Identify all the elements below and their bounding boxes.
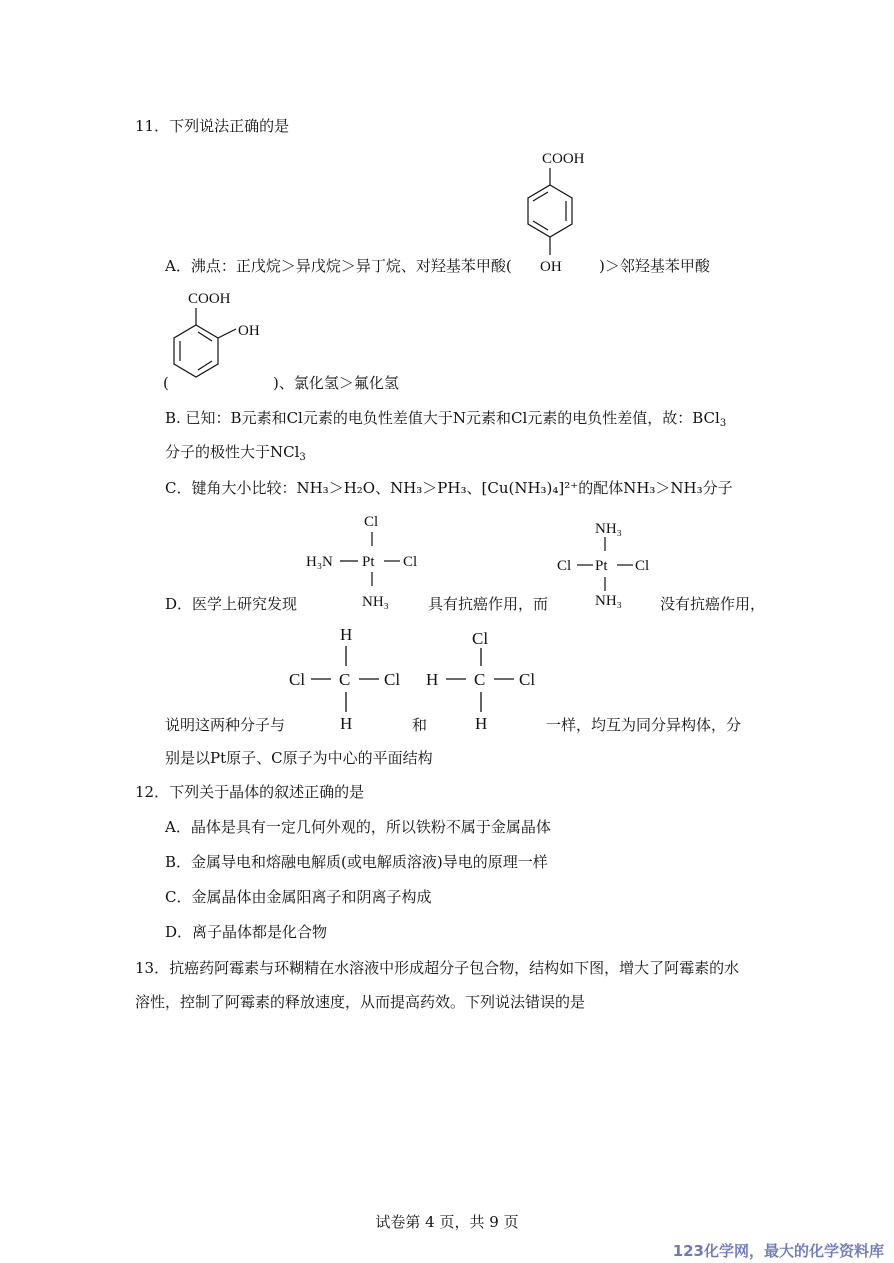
q11-option-b-sub2: 3 xyxy=(299,452,306,463)
q11-option-c: C．键角大小比较：NH₃＞H₂O、NH₃＞PH₃、[Cu(NH₃)₄]²⁺的配体NH₃＞NH₃分子 xyxy=(165,479,733,497)
ortho-oh-label: OH xyxy=(238,323,260,339)
ch2cl2-1-left-label: Cl xyxy=(289,670,306,689)
page-footer: 试卷第 4 页，共 9 页 xyxy=(375,1213,519,1231)
cis-pt-top-label: Cl xyxy=(364,514,379,530)
q11-option-d-end: 没有抗癌作用， xyxy=(660,595,766,613)
ortho-hydroxybenzoic-acid-structure xyxy=(160,285,280,390)
q11-option-d-line2-prefix: 说明这两种分子与 xyxy=(165,716,286,734)
q11-option-b-text1: B. 已知：B元素和Cl元素的电负性差值大于N元素和Cl元素的电负性差值，故：BCl xyxy=(165,409,720,427)
cis-pt-center-label: Pt xyxy=(362,554,375,570)
para-cooh-label: COOH xyxy=(542,151,585,167)
trans-pt-bottom-label: NH₃ xyxy=(595,593,622,609)
q11-option-b-sub1: 3 xyxy=(719,418,727,429)
ch2cl2-2-right-label: Cl xyxy=(519,670,536,689)
q11-option-a-mid: )＞邻羟基苯甲酸 xyxy=(599,257,710,275)
ch2cl2-1-right-label: Cl xyxy=(384,670,401,689)
q11-option-a-end: )、氯化氢＞氟化氢 xyxy=(273,374,399,392)
ch2cl2-1-bottom-label: H xyxy=(340,714,353,733)
cis-pt-left-label: H₃N xyxy=(306,554,333,570)
q11-option-b-line1 xyxy=(165,408,726,428)
q13-line2: 溶性，控制了阿霉素的释放速度，从而提高药效。下列说法错误的是 xyxy=(135,993,586,1011)
para-oh-label: OH xyxy=(540,259,562,275)
ch2cl2-2-left-label: H xyxy=(426,670,439,689)
q12-option-d: D．离子晶体都是化合物 xyxy=(165,923,328,941)
ch2cl2-1-top-label: H xyxy=(340,625,353,644)
trans-pt-left-label: Cl xyxy=(557,558,572,574)
trans-pt-right-label: Cl xyxy=(635,558,650,574)
site-watermark: 123化学网，最大的化学资料库 xyxy=(672,1242,884,1260)
trans-platin-structure xyxy=(553,515,663,615)
q11-option-d-line2-and: 和 xyxy=(412,716,428,734)
q11-option-d-line2-end: 一样，均互为同分异构体，分 xyxy=(546,716,742,734)
cis-platin-structure xyxy=(300,510,430,615)
q12-stem: 12．下列关于晶体的叙述正确的是 xyxy=(135,783,365,801)
q13-line1: 13．抗癌药阿霉素与环糊精在水溶液中形成超分子包合物，结构如下图，增大了阿霉素的水 xyxy=(135,959,740,977)
ch2cl2-2-top-label: Cl xyxy=(472,629,489,648)
q11-option-d-line3: 别是以Pt原子、C原子为中心的平面结构 xyxy=(165,749,433,767)
q11-option-b-line2 xyxy=(165,442,306,462)
ch2cl2-2-bottom-label: H xyxy=(475,714,488,733)
q11-stem: 11．下列说法正确的是 xyxy=(135,117,290,135)
q11-option-b-text2: 分子的极性大于NCl xyxy=(165,443,300,461)
q12-option-a: A．晶体是具有一定几何外观的，所以铁粉不属于金属晶体 xyxy=(165,818,551,836)
trans-pt-top-label: NH₃ xyxy=(595,521,622,537)
q11-option-d-mid: 具有抗癌作用，而 xyxy=(428,595,549,613)
dichloromethane-structure-2 xyxy=(420,622,550,734)
para-hydroxybenzoic-acid-structure xyxy=(520,145,610,280)
ortho-cooh-label: COOH xyxy=(188,291,231,307)
q12-option-b: B．金属导电和熔融电解质(或电解质溶液)导电的原理一样 xyxy=(165,853,548,871)
ch2cl2-1-center-label: C xyxy=(339,670,351,689)
cis-pt-right-label: Cl xyxy=(403,554,418,570)
trans-pt-center-label: Pt xyxy=(595,558,608,574)
q11-option-a-open-paren: ( xyxy=(163,374,169,392)
ch2cl2-2-center-label: C xyxy=(474,670,486,689)
dichloromethane-structure-1 xyxy=(285,622,415,734)
cis-pt-bottom-label: NH₃ xyxy=(362,594,389,610)
q11-option-a-prefix: A．沸点：正戊烷＞异戊烷＞异丁烷、对羟基苯甲酸( xyxy=(165,257,512,275)
q12-option-c: C．金属晶体由金属阳离子和阴离子构成 xyxy=(165,888,432,906)
q11-option-d-prefix: D．医学上研究发现 xyxy=(165,595,298,613)
